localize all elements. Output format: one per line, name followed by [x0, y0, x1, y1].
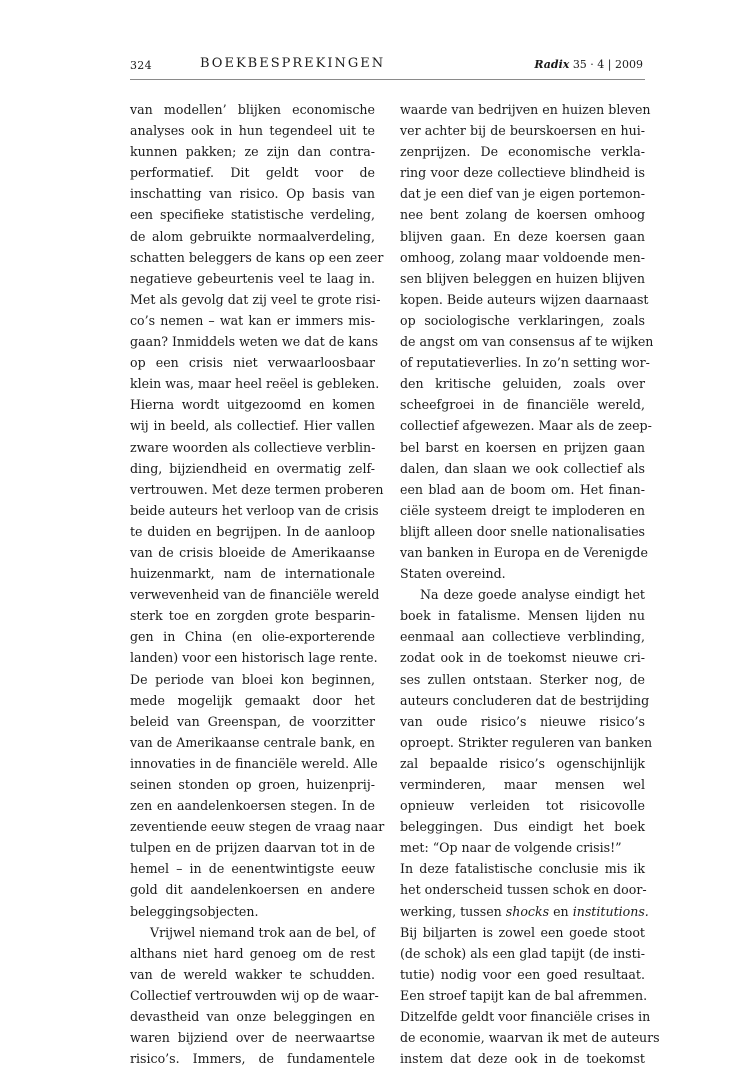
text-line: inschatting van risico. Op basis van	[130, 186, 375, 202]
text-line: Collectief vertrouwden wij op de waar-	[130, 987, 379, 1003]
text-line: beleid van Greenspan, de voorzitter	[130, 713, 375, 729]
text-line: blijft alleen door snelle nationalisaties	[400, 523, 645, 539]
text-line: scheefgroei in de financiële wereld,	[400, 397, 645, 413]
text-line: landen) voor een historisch lage rente.	[130, 650, 378, 666]
text-line: tulpen en de prijzen daarvan tot in de	[130, 840, 375, 856]
text-line: bel barst en koersen en prijzen gaan	[400, 439, 645, 455]
text-line: sen blijven beleggen en huizen blijven	[400, 270, 645, 286]
text-line: zen en aandelenkoersen stegen. In de	[130, 798, 375, 814]
text-line: schatten beleggers de kans op een zeer	[130, 249, 384, 265]
text-line: gen in China (en olie-exporterende	[130, 629, 375, 645]
page-number: 324	[130, 59, 152, 72]
text-line: of reputatieverlies. In zo’n setting wor-	[400, 355, 650, 371]
text-line: een specifieke statistische verdeling,	[130, 207, 375, 223]
text-line: (de schok) als een glad tapijt (de insti-	[400, 945, 645, 961]
text-line: den kritische geluiden, zoals over	[400, 376, 645, 392]
text-line: auteurs concluderen dat de bestrijding	[400, 692, 650, 708]
text-line: beleggingsobjecten.	[130, 903, 259, 919]
text-column-right	[400, 99, 660, 1069]
text-line: devastheid van onze beleggingen en	[130, 1009, 375, 1025]
text-line: van modellen’ blijken economische	[130, 102, 375, 117]
text-line: de economie, waarvan ik met de auteurs	[400, 1030, 660, 1046]
text-line: In deze fatalistische conclusie mis ik	[400, 861, 645, 877]
text-line: innovaties in de financiële wereld. Alle	[130, 755, 378, 771]
text-line: wij in beeld, als collectief. Hier vallen	[130, 418, 375, 434]
text-line: zodat ook in de toekomst nieuwe cri-	[400, 650, 645, 666]
text-line: althans niet hard genoeg om de rest	[130, 945, 375, 961]
text-line: dalen, dan slaan we ook collectief als	[400, 460, 645, 476]
text-line: omhoog, zolang maar voldoende men-	[400, 249, 645, 265]
text-line: gaan? Inmiddels weten we dat de kans	[130, 334, 379, 350]
text-line: Een stroef tapijt kan de bal afremmen.	[400, 987, 648, 1003]
text-line: beleggingen. Dus eindigt het boek	[400, 819, 645, 835]
text-line: De periode van bloei kon beginnen,	[130, 671, 375, 687]
text-line: van de Amerikaanse centrale bank, en	[130, 734, 376, 750]
text-line: klein was, maar heel reëel is gebleken.	[130, 376, 380, 392]
text-line: ding, bijziendheid en overmatig zelf-	[130, 460, 375, 476]
text-line: zware woorden als collectieve verblin-	[130, 439, 376, 455]
text-line: ses zullen ontstaan. Sterker nog, de	[400, 671, 645, 687]
text-line: waren bijziend over de neerwaartse	[130, 1030, 375, 1046]
text-line: oproept. Strikter reguleren van banken	[400, 734, 653, 750]
text-line: risico’s. Immers, de fundamentele	[130, 1051, 375, 1067]
text-line: hemel – in de eenentwintigste eeuw	[130, 861, 375, 877]
text-line: negatieve gebeurtenis veel te laag in.	[130, 270, 375, 286]
text-fragment: en	[553, 903, 569, 919]
text-line: mede mogelijk gemaakt door het	[130, 692, 375, 708]
text-line: Staten overeind.	[400, 566, 506, 582]
text-line: Vrijwel niemand trok aan de bel, of	[150, 924, 376, 940]
text-line: nee bent zolang de koersen omhoog	[400, 207, 645, 223]
text-line: eenmaal aan collectieve verblinding,	[400, 629, 645, 645]
text-line: co’s nemen – wat kan er immers mis-	[130, 312, 375, 328]
text-line: analyses ook in hun tegendeel uit te	[130, 123, 375, 139]
text-line: boek in fatalisme. Mensen lijden nu	[400, 608, 645, 624]
text-line: blijven gaan. En deze koersen gaan	[400, 228, 645, 244]
journal-name: Radix	[534, 58, 570, 71]
journal-reference	[534, 58, 643, 71]
text-line: verminderen, maar mensen wel	[400, 777, 645, 792]
text-line: kopen. Beide auteurs wijzen daarnaast	[400, 291, 649, 307]
emphasis-institutions: institutions.	[572, 903, 649, 919]
text-line: het onderscheid tussen schok en door-	[400, 882, 647, 898]
text-line: sterk toe en zorgden grote besparin-	[130, 608, 375, 624]
text-line: ring voor deze collectieve blindheid is	[400, 165, 645, 181]
text-line: verwevenheid van de financiële wereld	[130, 587, 380, 603]
journal-issue: 35 · 4 | 2009	[572, 58, 643, 71]
text-line: te duiden en begrijpen. In de aanloop	[130, 523, 375, 539]
text-line: zenprijzen. De economische verkla-	[400, 144, 645, 160]
text-line: tutie) nodig voor een goed resultaat.	[400, 966, 645, 982]
text-line: collectief afgewezen. Maar als de zeep-	[400, 418, 652, 434]
text-line: een blad aan de boom om. Het finan-	[400, 481, 645, 497]
text-line: kunnen pakken; ze zijn dan contra-	[130, 144, 375, 160]
text-fragment: werking, tussen	[400, 903, 502, 919]
text-line: Bij biljarten is zowel een goede stoot	[400, 924, 645, 940]
text-line: ciële systeem dreigt te imploderen en	[400, 502, 645, 518]
emphasis-shocks: shocks	[505, 903, 550, 919]
text-line	[400, 901, 649, 922]
text-line: op sociologische verklaringen, zoals	[400, 312, 645, 328]
text-line: Na deze goede analyse eindigt het	[420, 587, 645, 603]
text-line: waarde van bedrijven en huizen bleven	[400, 102, 651, 117]
text-line: opnieuw verleiden tot risicovolle	[400, 798, 645, 814]
text-line: gold dit aandelenkoersen en andere	[130, 882, 375, 898]
text-line: dat je een dief van je eigen portemon-	[400, 186, 645, 202]
text-line: Hierna wordt uitgezoomd en komen	[130, 397, 375, 413]
text-line: zeventiende eeuw stegen de vraag naar	[130, 819, 385, 835]
text-line: ver achter bij de beurskoersen en hui-	[400, 123, 645, 139]
text-line: de angst om van consensus af te wijken	[400, 334, 654, 350]
text-line: op een crisis niet verwaarloosbaar	[130, 355, 375, 371]
text-line: seinen stonden op groen, huizenprij-	[130, 777, 375, 792]
text-line: Ditzelfde geldt voor financiële crises in	[400, 1009, 651, 1025]
text-column-left	[130, 99, 385, 1069]
running-header	[130, 55, 645, 80]
text-line: huizenmarkt, nam de internationale	[130, 566, 375, 582]
text-line: instem dat deze ook in de toekomst	[400, 1051, 645, 1067]
text-line: van de crisis bloeide de Amerikaanse	[130, 544, 375, 560]
text-line: van oude risico’s nieuwe risico’s	[400, 713, 645, 729]
text-line: van de wereld wakker te schudden.	[130, 966, 375, 982]
section-title: BOEKBESPREKINGEN	[200, 56, 386, 71]
text-line: met: “Op naar de volgende crisis!”	[400, 840, 622, 856]
text-line: de alom gebruikte normaalverdeling,	[130, 228, 375, 244]
text-line: zal bepaalde risico’s ogenschijnlijk	[400, 755, 645, 771]
text-line: Met als gevolg dat zij veel te grote risi-	[130, 291, 381, 307]
text-line: beide auteurs het verloop van de crisis	[130, 502, 379, 518]
text-line: performatief. Dit geldt voor de	[130, 165, 375, 181]
text-line: van banken in Europa en de Verenigde	[400, 544, 648, 560]
text-line: vertrouwen. Met deze termen proberen	[130, 481, 384, 497]
